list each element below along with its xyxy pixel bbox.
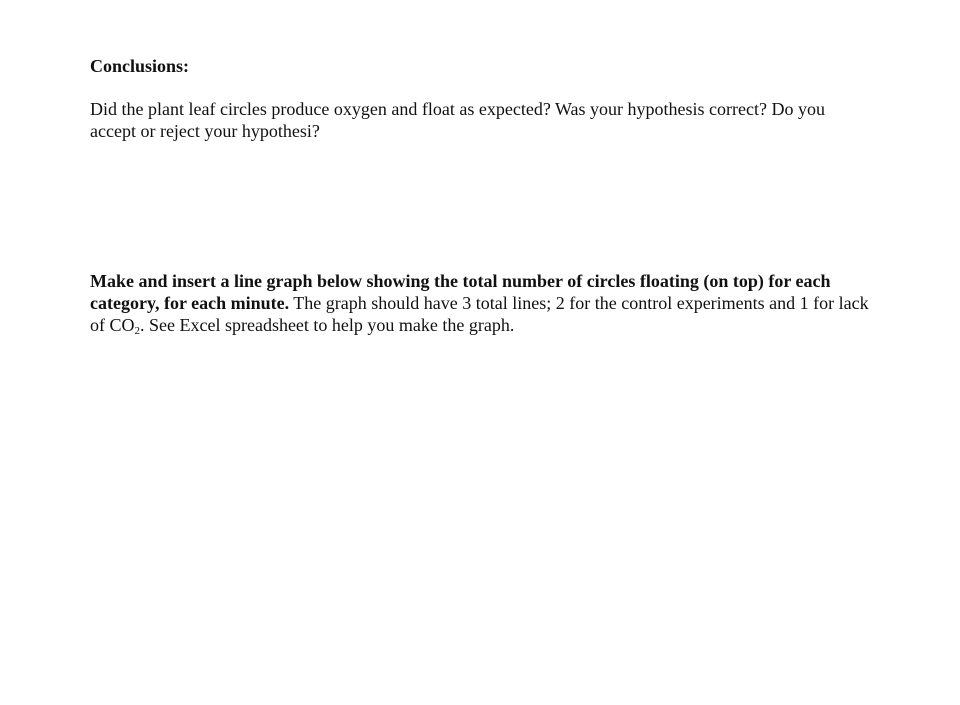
graph-instructions-tail-text: . See Excel spreadsheet to help you make the graph. [140, 315, 515, 335]
co2-subscript: 2 [134, 325, 140, 337]
conclusion-question-paragraph: Did the plant leaf circles produce oxygen and float as expected? Was your hypothesis correct? Do you accept or reject your hypothesi? [90, 99, 825, 141]
graph-instructions-bold-text: Make and insert a line graph below showing the total number of circles floating (on top) for each category, for each minute. [90, 271, 831, 313]
conclusions-heading: Conclusions: [90, 56, 190, 76]
graph-instructions-paragraph [90, 270, 873, 336]
graph-instructions-text: The graph should have 3 total lines; 2 for the control experiments and 1 for lack of CO [90, 293, 869, 335]
